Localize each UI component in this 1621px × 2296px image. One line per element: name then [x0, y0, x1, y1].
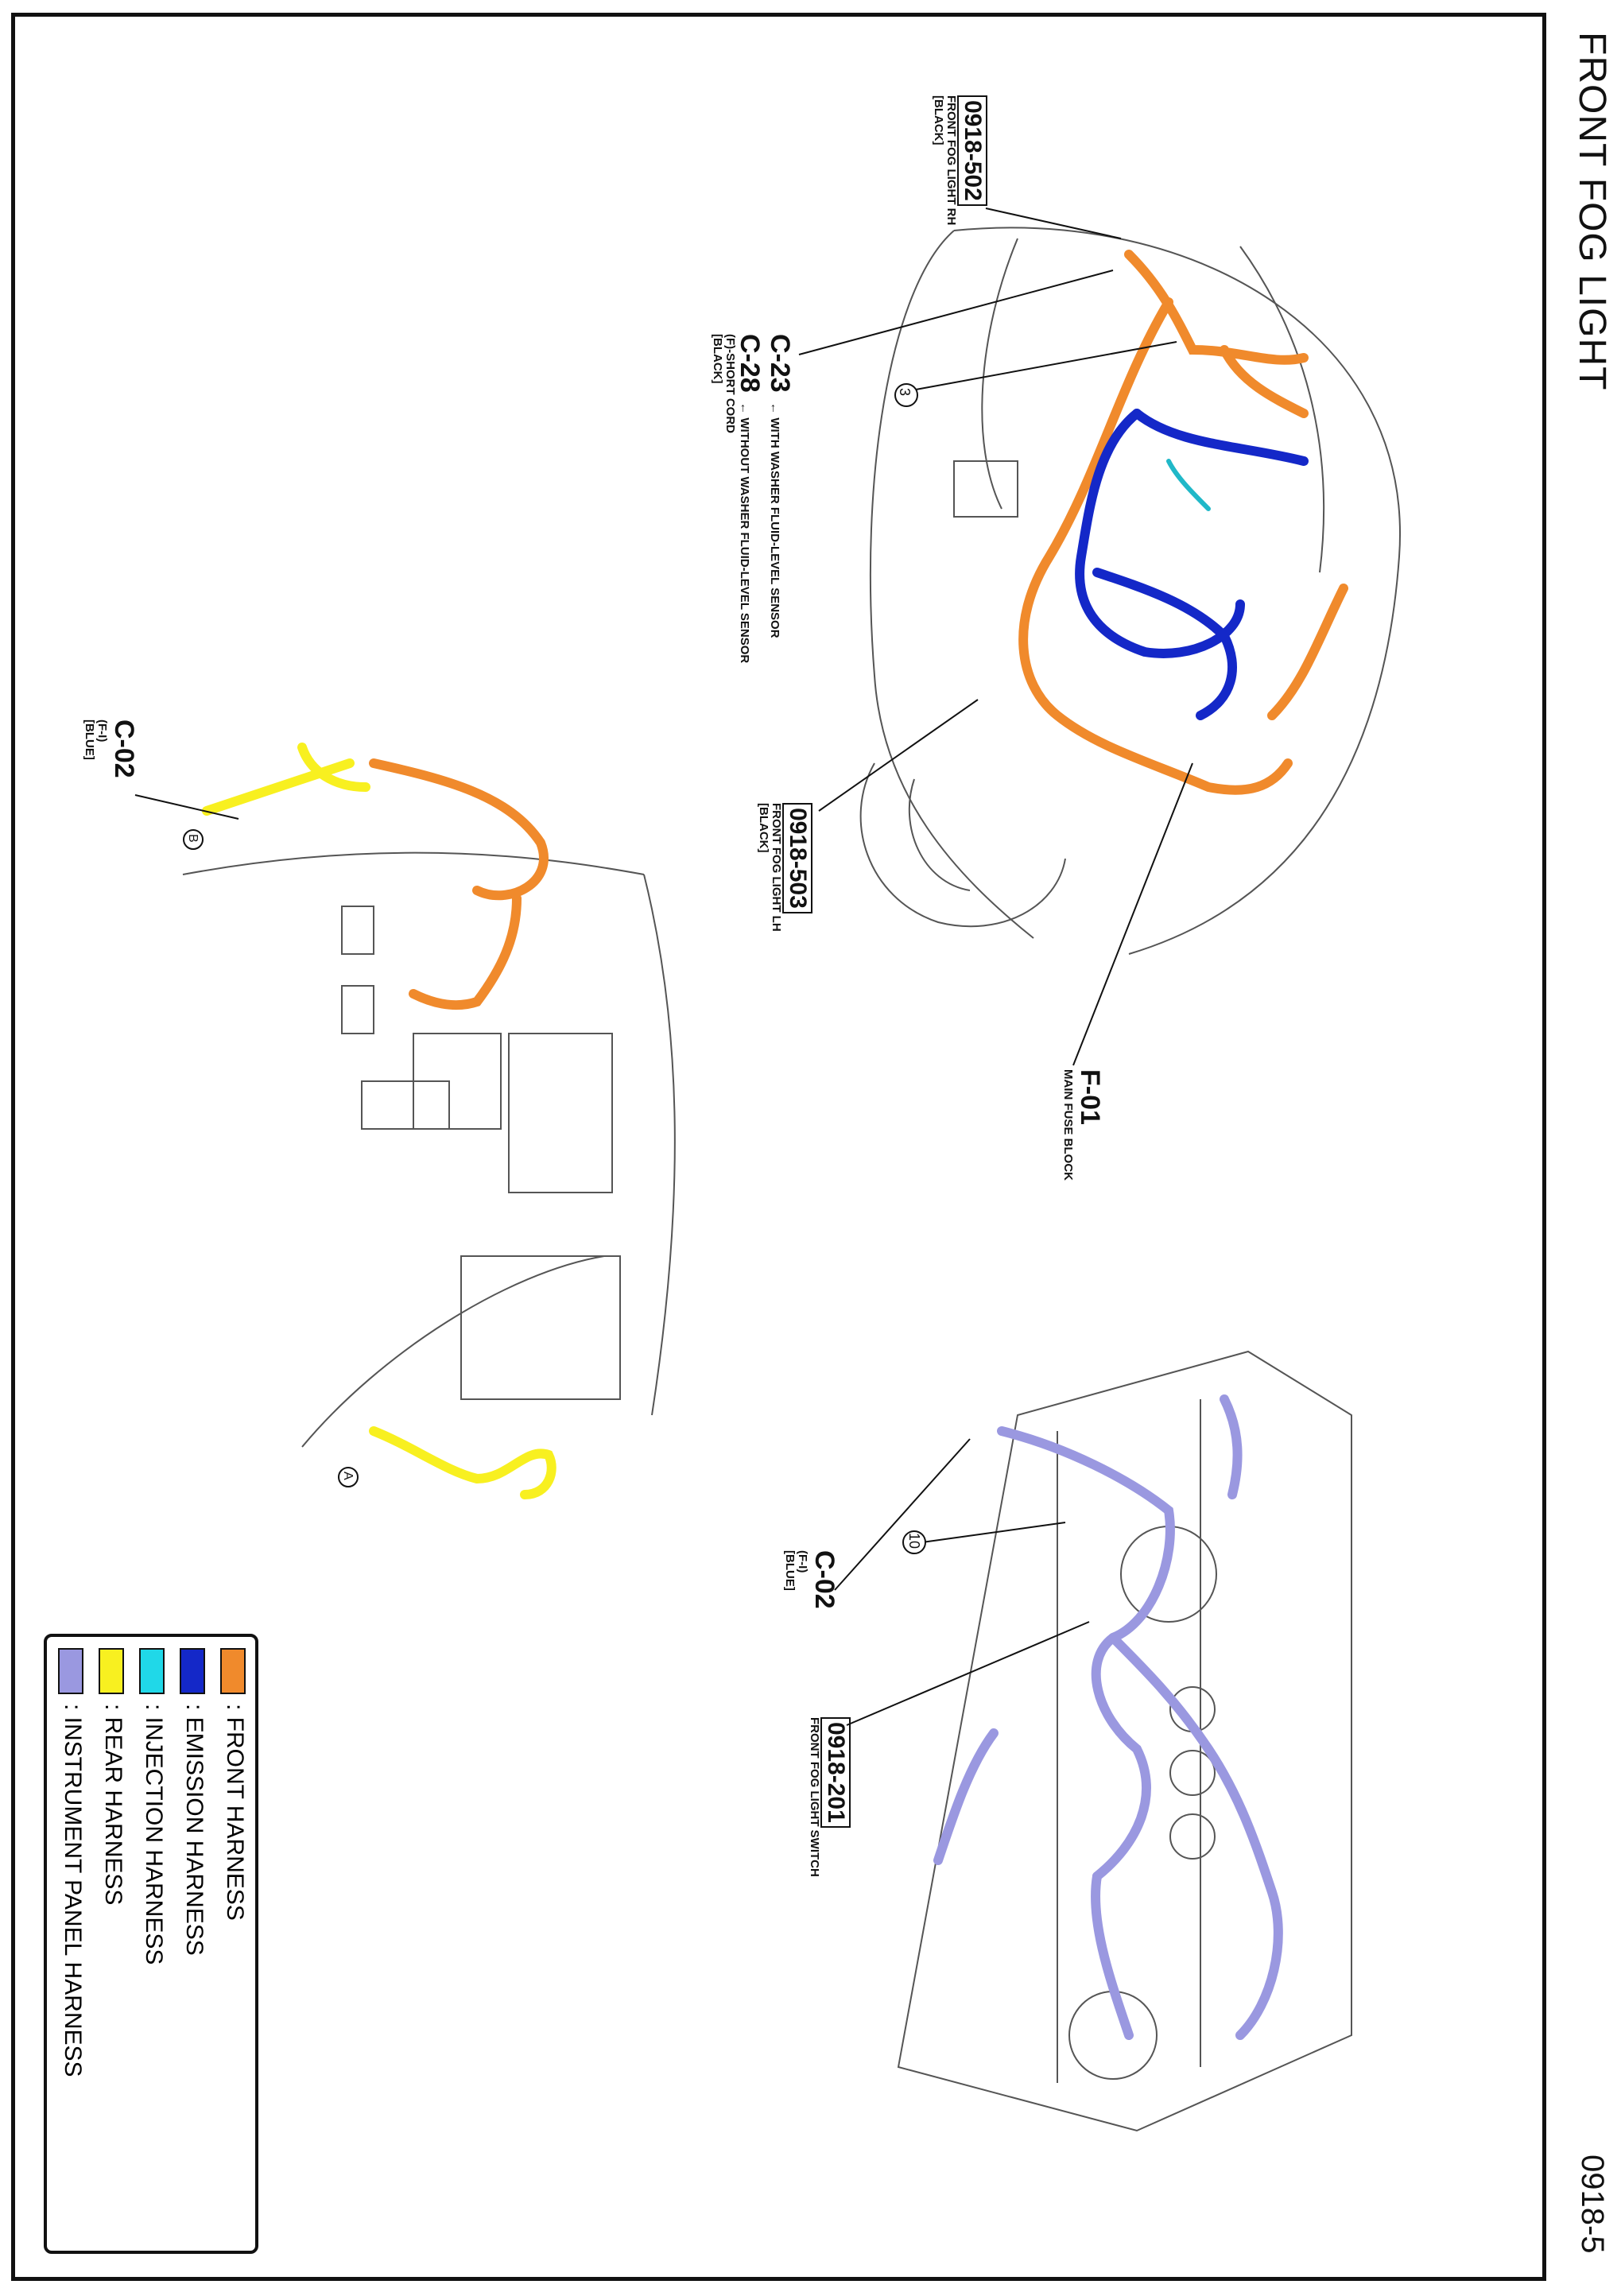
- connector-code: F-01: [1075, 1069, 1105, 1125]
- connector-desc: FRONT FOG LIGHT RH: [944, 95, 958, 226]
- connector-sub-2: [BLUE]: [83, 719, 96, 760]
- connector-color: [BLACK]: [932, 95, 945, 145]
- page-title: FRONT FOG LIGHT: [1571, 32, 1613, 391]
- callout-c23: C-23 ← WITH WASHER FLUID-LEVEL SENSOR: [765, 334, 795, 638]
- connector-color: [BLACK]: [757, 803, 770, 853]
- callout-c28-sub: [711, 334, 736, 433]
- connector-note: WITH WASHER FLUID-LEVEL SENSOR: [768, 417, 781, 638]
- connector-code: 0918-503: [782, 803, 812, 913]
- callout-fog-light-switch: [808, 1717, 851, 1877]
- legend-swatch-instrument-panel: [58, 1648, 83, 1694]
- ref-a-label: A: [341, 1472, 355, 1480]
- connector-code: 0918-201: [820, 1717, 851, 1828]
- legend-label-rear: : REAR HARNESS: [100, 1704, 126, 1906]
- connector-sub-2: [BLUE]: [783, 1550, 797, 1591]
- callout-c02-left: [83, 719, 139, 778]
- connector-code: 0918-502: [957, 95, 987, 206]
- ref-10-label: 10: [906, 1533, 922, 1549]
- callout-fog-light-rh: [932, 95, 987, 225]
- connector-code: C-23: [765, 334, 795, 393]
- legend-swatch-rear: [99, 1648, 124, 1694]
- callout-c02-right: [783, 1550, 840, 1609]
- connector-sub-1: (F-I): [796, 1550, 809, 1573]
- connector-desc: FRONT FOG LIGHT LH: [770, 803, 783, 932]
- legend-swatch-front: [220, 1648, 246, 1694]
- connector-note: WITHOUT WASHER FLUID-LEVEL SENSOR: [738, 417, 751, 664]
- connector-desc: FRONT FOG LIGHT SWITCH: [808, 1717, 821, 1877]
- connector-code: C-02: [809, 1550, 840, 1609]
- connector-sub-2: [BLACK]: [711, 334, 724, 384]
- connector-desc: MAIN FUSE BLOCK: [1061, 1069, 1075, 1181]
- callout-main-fuse-block: [1061, 1069, 1105, 1181]
- callout-c28: C-28 ← WITHOUT WASHER FLUID-LEVEL SENSOR: [735, 334, 765, 664]
- connector-sub-1: (F)-SHORT CORD: [723, 334, 737, 433]
- callout-fog-light-lh: [757, 803, 812, 932]
- page-number: 0918-5: [1575, 2154, 1610, 2254]
- ref-b-label: B: [186, 834, 200, 843]
- legend-label-injection: : INJECTION HARNESS: [141, 1704, 167, 1965]
- legend-swatch-injection: [139, 1648, 165, 1694]
- harness-legend: [44, 1634, 258, 2254]
- connector-code: C-02: [109, 719, 139, 778]
- legend-label-front: : FRONT HARNESS: [222, 1704, 248, 1921]
- legend-swatch-emission: [180, 1648, 205, 1694]
- legend-label-emission: : EMISSION HARNESS: [181, 1704, 207, 1956]
- connector-sub-1: (F-I): [95, 719, 109, 743]
- ref-3-label: 3: [897, 388, 913, 397]
- connector-code: C-28: [735, 334, 765, 393]
- legend-label-instrument-panel: : INSTRUMENT PANEL HARNESS: [60, 1704, 86, 2077]
